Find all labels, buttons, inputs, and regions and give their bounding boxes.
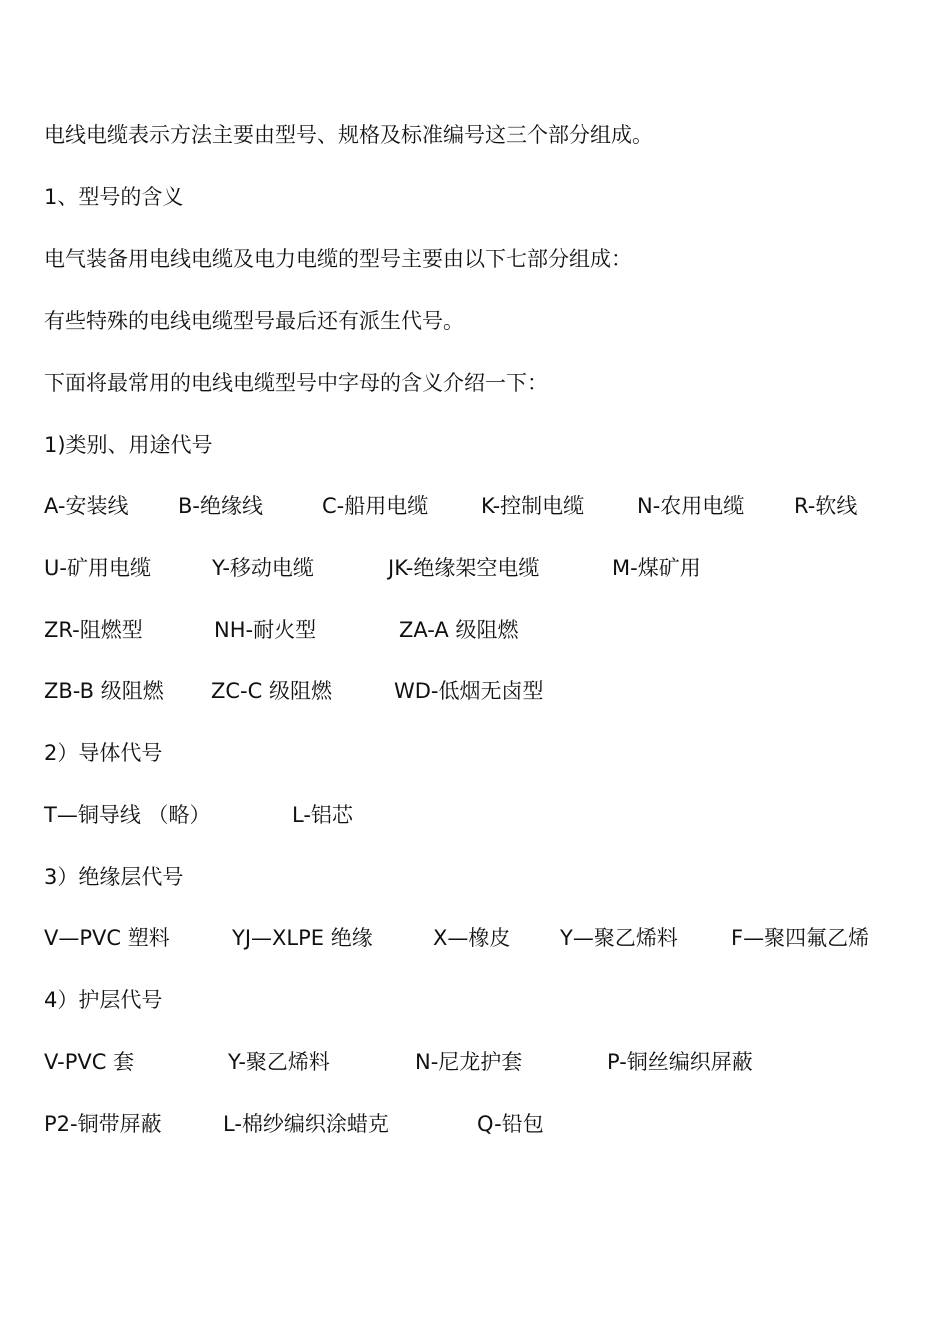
model-meaning-heading: 1、型号的含义 bbox=[44, 185, 184, 209]
code-term: L-棉纱编织涂蜡克 bbox=[223, 1112, 389, 1136]
code-term: ZR-阻燃型 bbox=[44, 618, 143, 642]
sheath-codes-row-2 bbox=[44, 1109, 924, 1139]
code-term: R-软线 bbox=[794, 494, 858, 518]
code-term: X—橡皮 bbox=[433, 926, 511, 950]
code-term: T—铜导线 （略） bbox=[44, 803, 211, 827]
intro-paragraph: 电线电缆表示方法主要由型号、规格及标准编号这三个部分组成。 bbox=[44, 123, 653, 147]
code-term: F—聚四氟乙烯 bbox=[731, 926, 870, 950]
code-term: P-铜丝编织屏蔽 bbox=[607, 1050, 753, 1074]
code-term: P2-铜带屏蔽 bbox=[44, 1112, 162, 1136]
code-term: N-尼龙护套 bbox=[415, 1050, 523, 1074]
derived-code-paragraph: 有些特殊的电线电缆型号最后还有派生代号。 bbox=[44, 309, 464, 333]
code-term: N-农用电缆 bbox=[637, 494, 745, 518]
sheath-codes-row-1 bbox=[44, 1047, 924, 1077]
code-term: ZB-B 级阻燃 bbox=[44, 679, 164, 703]
code-term: B-绝缘线 bbox=[178, 494, 263, 518]
category-codes-row-1 bbox=[44, 491, 924, 521]
code-term: L-铝芯 bbox=[292, 803, 353, 827]
insulation-code-heading: 3）绝缘层代号 bbox=[44, 865, 184, 889]
sheath-code-heading: 4）护层代号 bbox=[44, 988, 163, 1012]
code-term: M-煤矿用 bbox=[612, 556, 701, 580]
letters-intro-paragraph: 下面将最常用的电线电缆型号中字母的含义介绍一下： bbox=[44, 371, 548, 395]
code-term: A-安装线 bbox=[44, 494, 129, 518]
insulation-codes-row bbox=[44, 923, 924, 953]
category-codes-row-3 bbox=[44, 615, 924, 645]
code-term: NH-耐火型 bbox=[214, 618, 317, 642]
conductor-code-heading: 2）导体代号 bbox=[44, 741, 163, 765]
code-term: K-控制电缆 bbox=[481, 494, 585, 518]
code-term: ZC-C 级阻燃 bbox=[211, 679, 332, 703]
conductor-codes-row bbox=[44, 800, 924, 830]
code-term: U-矿用电缆 bbox=[44, 556, 151, 580]
code-term: JK-绝缘架空电缆 bbox=[388, 556, 540, 580]
category-codes-row-4 bbox=[44, 676, 924, 706]
code-term: V-PVC 套 bbox=[44, 1050, 135, 1074]
code-term: WD-低烟无卤型 bbox=[394, 679, 544, 703]
category-codes-row-2 bbox=[44, 553, 924, 583]
code-term: ZA-A 级阻燃 bbox=[399, 618, 519, 642]
code-term: Y-聚乙烯料 bbox=[228, 1050, 330, 1074]
category-code-heading: 1)类别、用途代号 bbox=[44, 433, 213, 457]
code-term: Y-移动电缆 bbox=[212, 556, 314, 580]
code-term: C-船用电缆 bbox=[322, 494, 429, 518]
code-term: Y—聚乙烯料 bbox=[560, 926, 678, 950]
code-term: YJ—XLPE 绝缘 bbox=[232, 926, 373, 950]
composition-paragraph: 电气装备用电线电缆及电力电缆的型号主要由以下七部分组成： bbox=[44, 247, 632, 271]
code-term: V—PVC 塑料 bbox=[44, 926, 170, 950]
code-term: Q-铅包 bbox=[477, 1112, 544, 1136]
